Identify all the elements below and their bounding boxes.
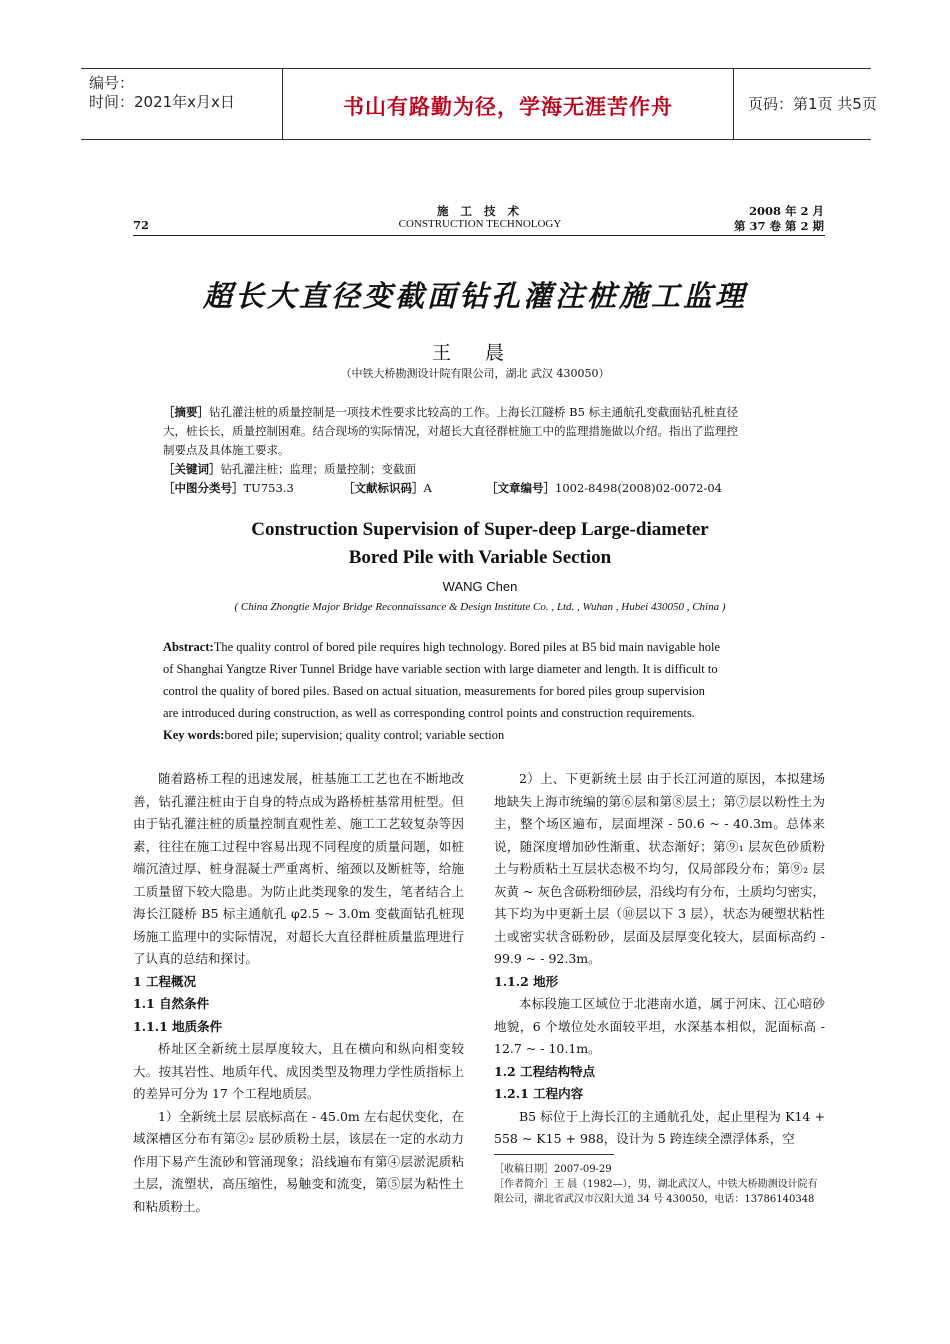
clc-label: ［中图分类号］ <box>163 481 244 495</box>
author-cn: 王 晨 <box>431 342 519 364</box>
received-date: ［收稿日期］2007-09-29 <box>494 1164 612 1175</box>
journal-date: 2008 年 2 月 <box>748 204 824 218</box>
body-paragraph: 本标段施工区域位于北港南水道，属于河床、江心暗砂地貌，6 个墩位处水面较平坦，水深基本相似，泥面标高 - 12.7 ~ - 10.1m。 <box>494 996 825 1056</box>
classification-row <box>163 479 803 498</box>
keywords-label: ［关键词］ <box>163 462 221 476</box>
article-no-label: ［文章编号］ <box>486 481 555 495</box>
abstract-en <box>163 636 813 746</box>
keywords-cn: 钻孔灌注桩；监理；质量控制；变截面 <box>220 462 416 476</box>
motto-cell <box>282 69 734 139</box>
abstract-en-line-3: control the quality of bored piles. Based on actual situation, measurements for bored piles group supervision <box>163 684 705 698</box>
abstract-en-line-4: are introduced during construction, as well as corresponding control points and construction requirements. <box>163 706 695 720</box>
abstract-line-3: 制要点及具体施工要求。 <box>163 443 290 457</box>
number-label: 编号： <box>89 74 135 92</box>
journal-name-cn: 施 工 技 术 <box>436 204 523 218</box>
article-title-en <box>0 516 950 572</box>
article-no: 1002-8498(2008)02-0072-04 <box>555 481 722 495</box>
page-info-cell <box>734 69 877 139</box>
affiliation-en: ( China Zhongtie Major Bridge Reconnaissance & Design Institute Co. , Ltd. , Wuhan , Hubei 430050 , China ) <box>234 601 726 613</box>
abstract-en-label: Abstract: <box>163 640 214 654</box>
title-en-line-1: Construction Supervision of Super-deep Large-diameter <box>251 519 709 540</box>
top-info-bar <box>81 68 877 140</box>
abstract-en-line-2: of Shanghai Yangtze River Tunnel Bridge have variable section with large diameter and length. It is difficult to <box>163 662 718 676</box>
title-en-line-2: Bored Pile with Variable Section <box>348 547 612 568</box>
page-number: 72 <box>133 218 150 232</box>
clc-code: TU753.3 <box>243 481 294 495</box>
abstract-line-1: 钻孔灌注桩的质量控制是一项技术性要求比较高的工作。上海长江隧桥 B5 标主通航孔变截面钻孔桩直径 <box>209 405 739 419</box>
footnote-rule <box>494 1154 614 1155</box>
body-paragraph: 1）全新统土层 层底标高在 - 45.0m 左右起伏变化，在域深槽区分布有第②₂ 层砂质粉土层，该层在一定的水动力作用下易产生流砂和管涌现象；沿线遍布有第④层淤泥质粘土层，流塑状，高压缩性，易触变和流变，第⑤层为粘性土和粘质粉土。 <box>133 1108 464 1214</box>
body-column-left <box>133 768 464 1218</box>
body-paragraph: B5 标位于上海长江的主通航孔处，起止里程为 K14 + 558 ~ K15 + 988，设计为 5 跨连续全漂浮体系，空 <box>494 1108 825 1146</box>
section-heading: 1.2.1 工程内容 <box>494 1086 584 1101</box>
article-title-cn: 超长大直径变截面钻孔灌注桩施工监理 <box>202 279 747 313</box>
abstract-label: ［摘要］ <box>163 405 209 419</box>
body-paragraph: 2）上、下更新统土层 由于长江河道的原因，本拟建场地缺失上海市统编的第⑥层和第⑧层土；第⑦层以粉性土为主，整个场区遍布，层面埋深 - 50.6 ~ - 40.3m。总体来说，随深度增加砂性渐重、状态渐好；第⑨₁ 层灰色砂质粉土与粉质粘土互层状态极不均匀，仅局部段分布；第⑨₂ 层灰黄 ~ 灰色含砾粉细砂层，沿线均有分布，土质均匀密实，其下均为中更新土层（⑩层以下 3 层），状态为硬塑状粘性土或密实状含砾粉砂，层面及层厚变化较大，层面标高约 - 99.9 ~ - 92.3m。 <box>494 771 825 966</box>
footnote <box>494 1162 825 1207</box>
top-left-cell <box>81 69 281 139</box>
abstract-cn <box>163 403 803 498</box>
affiliation-cn: （中铁大桥勘测设计院有限公司，湖北 武汉 430050） <box>340 367 610 380</box>
body-paragraph: 桥址区全新统土层厚度较大，且在横向和纵向相变较大。按其岩性、地质年代、成因类型及物理力学性质指标上的差异可分为 17 个工程地质层。 <box>133 1041 464 1101</box>
author-intro: ［作者简介］王 晨（1982—），男，湖北武汉人，中铁大桥勘测设计院有限公司，湖北省武汉市汉阳大道 34 号 430050，电话：13786140348 <box>494 1179 818 1205</box>
header-rule <box>133 235 825 236</box>
author-en: WANG Chen <box>442 579 518 594</box>
journal-volume: 第 37 卷 第 2 期 <box>733 219 824 233</box>
journal-name-en: CONSTRUCTION TECHNOLOGY <box>398 218 562 230</box>
motto: 书山有路勤为径，学海无涯苦作舟 <box>343 95 673 119</box>
body-column-right <box>494 768 825 1151</box>
doc-code: A <box>423 481 432 495</box>
date-line: 时间：2021年x月x日 <box>89 93 235 111</box>
section-heading: 1.1.1 地质条件 <box>133 1018 223 1034</box>
section-heading: 1.1.2 地形 <box>494 973 559 989</box>
section-heading: 1 工程概况 <box>133 973 197 989</box>
body-paragraph: 随着路桥工程的迅速发展，桩基施工工艺也在不断地改善，钻孔灌注桩由于自身的特点成为路桥桩基常用桩型。但由于钻孔灌注桩的质量控制直观性差、施工工艺较复杂等因素，往往在施工过程中容易出现不同程度的质量问题，如桩端沉渣过厚、桩身混凝土严重离析、缩颈以及断桩等，给施工质量留下较大隐患。为防止此类现象的发生，笔者结合上海长江隧桥 B5 标主通航孔 φ2.5 ~ 3.0m 变截面钻孔桩现场施工监理中的实际情况，对超长大直径群桩质量监理进行了认真的总结和探讨。 <box>133 771 464 966</box>
doc-code-label: ［文献标识码］ <box>343 481 424 495</box>
abstract-en-line-1: The quality control of bored pile requires high technology. Bored piles at B5 bid main navigable hole <box>213 640 721 654</box>
page-info: 页码：第1页 共5页 <box>748 95 877 113</box>
section-heading: 1.1 自然条件 <box>133 996 210 1011</box>
abstract-line-2: 大，桩长长，质量控制困难。结合现场的实际情况，对超长大直径群桩施工中的监理措施做以介绍。指出了监理控 <box>163 424 738 438</box>
keywords-en-label: Key words: <box>163 728 225 742</box>
section-heading: 1.2 工程结构特点 <box>494 1063 596 1079</box>
keywords-en: bored pile; supervision; quality control; variable section <box>224 728 505 742</box>
